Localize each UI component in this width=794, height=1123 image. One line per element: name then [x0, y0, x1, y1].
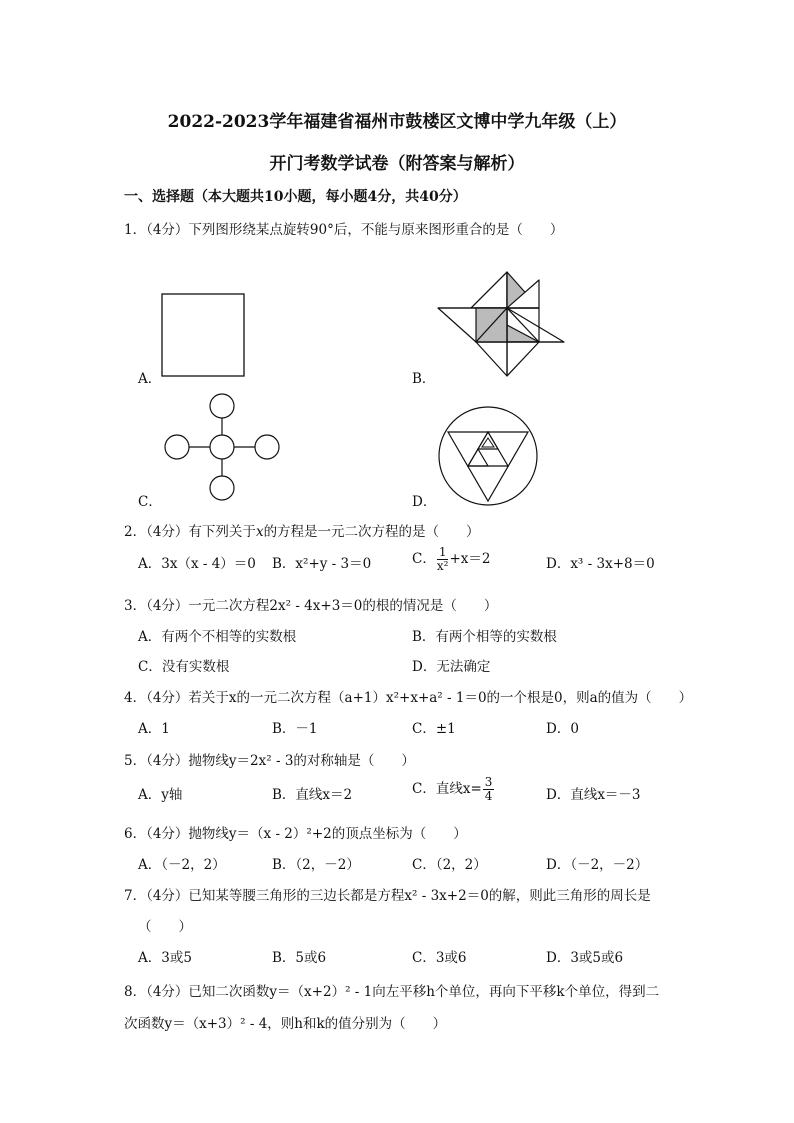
title-line-2: 开门考数学试卷（附答案与解析） — [269, 154, 525, 174]
q2-stem-post: 的方程是一元二次方程的是（ ） — [263, 524, 480, 540]
q2-option-c-tail: +x＝2 — [449, 551, 491, 567]
q5-option-a[interactable]: A．y轴 — [138, 787, 183, 803]
q4-stem: 4．（4分）若关于x的一元二次方程（a+1）x²+x+a² - 1＝0的一个根是0，则a的值为（ ） — [124, 690, 693, 706]
q2-option-c-label: C． — [412, 551, 436, 567]
q5-c-numerator: 3 — [484, 775, 493, 789]
q2-option-a[interactable]: A．3x（x - 4）＝0 — [138, 556, 256, 572]
q7-stem-continued: （ ） — [138, 919, 192, 935]
q1-option-a-label[interactable]: A． — [138, 371, 162, 387]
q4-option-d[interactable]: D．0 — [546, 721, 579, 737]
q1-stem: 1．（4分）下列图形绕某点旋转90°后，不能与原来图形重合的是（ ） — [124, 222, 564, 238]
q5-option-b[interactable]: B．直线x＝2 — [272, 787, 353, 803]
q7-option-b[interactable]: B．5或6 — [272, 950, 327, 966]
q5-option-c-fraction — [483, 776, 495, 803]
q1-figure-circles-cross — [160, 392, 284, 502]
q6-option-a[interactable]: A．（－2，2） — [138, 857, 226, 873]
q4-option-a[interactable]: A．1 — [138, 721, 170, 737]
q3-stem: 3．（4分）一元二次方程2x² - 4x+3＝0的根的情况是（ ） — [124, 598, 498, 614]
q2-option-b[interactable]: B．x²+y - 3＝0 — [272, 556, 372, 572]
q2-option-c[interactable] — [412, 546, 491, 573]
q3-option-b[interactable]: B．有两个相等的实数根 — [412, 629, 557, 645]
q7-option-d[interactable]: D．3或5或6 — [546, 950, 624, 966]
q2-c-denominator: x² — [436, 559, 449, 573]
q7-option-c[interactable]: C．3或6 — [412, 950, 467, 966]
q2-stem-pre: 2．（4分）有下列关于 — [124, 524, 256, 540]
section-heading: 一、选择题（本大题共10小题，每小题4分，共40分） — [124, 189, 467, 205]
q3-option-c[interactable]: C．没有实数根 — [138, 659, 230, 675]
q2-c-numerator: 1 — [438, 545, 447, 559]
q1-figure-square — [160, 292, 246, 378]
q2-option-c-fraction — [437, 546, 449, 573]
q5-option-d[interactable]: D．直线x＝－3 — [546, 787, 641, 803]
q6-option-b[interactable]: B．（2，－2） — [272, 857, 360, 873]
q1-option-b-label[interactable]: B． — [412, 371, 436, 387]
q8-stem: 8．（4分）已知二次函数y＝（x+2）² - 1向左平移h个单位，再向下平移k个单位，得到二 — [124, 984, 660, 1000]
q2-option-d[interactable]: D．x³ - 3x+8＝0 — [546, 556, 655, 572]
q1-option-d-label[interactable]: D． — [412, 494, 437, 510]
q6-option-d[interactable]: D．（－2，－2） — [546, 857, 649, 873]
q5-stem: 5．（4分）抛物线y＝2x² - 3的对称轴是（ ） — [124, 753, 415, 769]
q5-c-denominator: 4 — [484, 789, 493, 803]
q1-option-c-label[interactable]: C． — [138, 494, 162, 510]
q3-option-a[interactable]: A．有两个不相等的实数根 — [138, 629, 297, 645]
q4-option-c[interactable]: C．±1 — [412, 721, 456, 737]
q8-stem-continued: 次函数y＝（x+3）² - 4，则h和k的值分别为（ ） — [124, 1016, 447, 1032]
q6-option-c[interactable]: C．（2，2） — [412, 857, 487, 873]
q4-option-b[interactable]: B．－1 — [272, 721, 318, 737]
q6-stem: 6．（4分）抛物线y＝（x - 2）²+2的顶点坐标为（ ） — [124, 826, 467, 842]
title-line-1: 2022-2023学年福建省福州市鼓楼区文博中学九年级（上） — [167, 112, 627, 132]
q1-figure-circle-triangles — [436, 404, 540, 508]
q5-option-c[interactable] — [412, 776, 495, 803]
q7-stem: 7．（4分）已知某等腰三角形的三边长都是方程x² - 3x+2＝0的解，则此三角形的周长是 — [124, 888, 651, 904]
q7-option-a[interactable]: A．3或5 — [138, 950, 192, 966]
q1-figure-pinwheel — [436, 270, 566, 378]
q2-stem — [124, 520, 480, 540]
q2-stem-var: x — [255, 524, 264, 540]
q3-option-d[interactable]: D．无法确定 — [412, 659, 491, 675]
q5-option-c-label: C．直线x= — [412, 781, 482, 797]
